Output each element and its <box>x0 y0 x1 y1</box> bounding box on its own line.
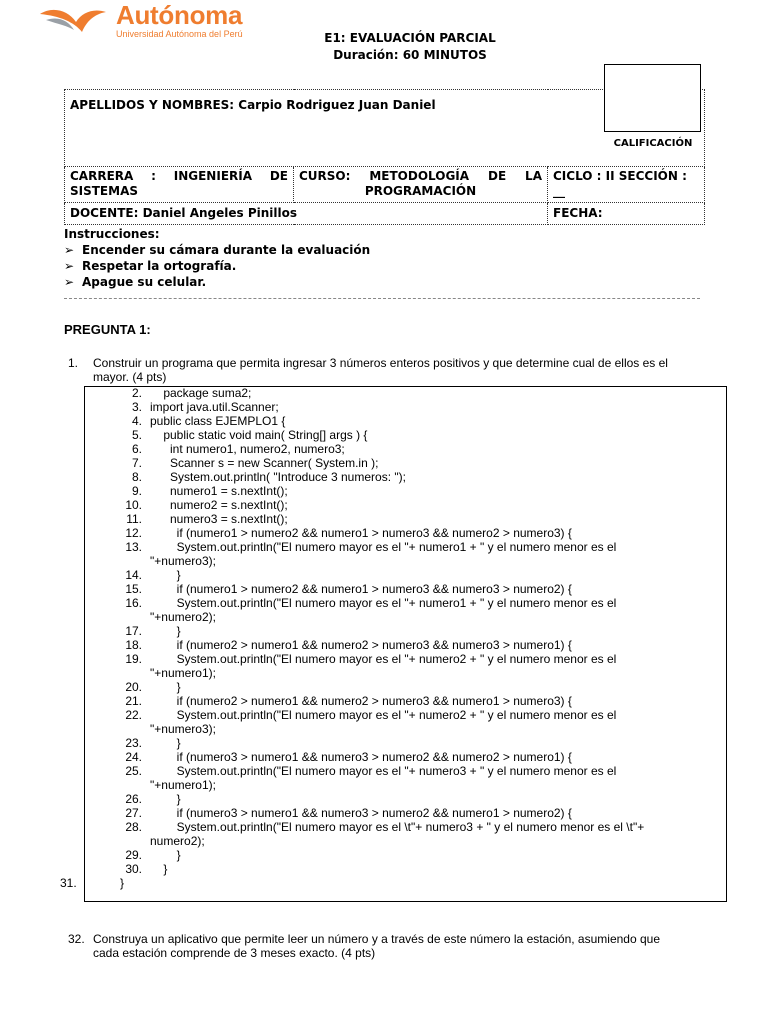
code-line-text: if (numero3 > numero1 && numero3 > numero2 && numero2 > numero1) { <box>150 750 572 764</box>
code-line-text: } <box>150 792 181 806</box>
code-line-text: "+numero3); <box>150 722 216 736</box>
code-line-number: 2. <box>131 386 142 400</box>
code-line-text: } <box>150 568 181 582</box>
code-line-number: 14. <box>125 568 142 582</box>
question-line1: Construya un aplicativo que permite leer un número y a través de este número la estación, asumiendo que <box>93 932 660 946</box>
logo-swoosh-icon <box>38 4 108 40</box>
code-line-number: 23. <box>125 736 142 750</box>
code-line-number: 29. <box>125 848 142 862</box>
date-label: FECHA: <box>553 206 603 220</box>
code-line-text: numero1 = s.nextInt(); <box>150 484 288 498</box>
grade-label: CALIFICACIÓN <box>613 138 693 149</box>
code-line-text: } <box>150 736 181 750</box>
date-cell <box>548 203 705 225</box>
code-line-number: 11. <box>126 512 142 526</box>
code-line-number: 12. <box>125 526 142 540</box>
code-line-number: 28. <box>125 820 142 834</box>
code-line-number: 19. <box>125 652 142 666</box>
code-line-number: 17. <box>125 624 142 638</box>
code-line-number: 30. <box>125 862 142 876</box>
code-line-number: 7. <box>131 456 142 470</box>
code-line-text: "+numero1); <box>150 778 216 792</box>
student-names: APELLIDOS Y NOMBRES: Carpio Rodriguez Juan Daniel <box>70 98 436 112</box>
code-line-number: 16. <box>125 596 142 610</box>
code-line-number: 5. <box>131 428 142 442</box>
arrow-bullet-icon: ➢ <box>64 259 75 273</box>
cycle-section: CICLO : II SECCIÓN : __ <box>553 169 687 198</box>
code-line-text: import java.util.Scanner; <box>150 400 279 414</box>
code-line-text: } <box>150 848 181 862</box>
instruction-item: ➢ Respetar la ortografía. <box>64 259 237 273</box>
instruction-item: ➢ Apague su celular. <box>64 275 207 289</box>
code-line-text: } <box>150 680 181 694</box>
logo-name: Autónoma <box>116 0 243 30</box>
logo-subtitle: Universidad Autónoma del Perú <box>116 29 243 39</box>
code-line-number: 9. <box>131 484 142 498</box>
code-line-text: } <box>150 624 181 638</box>
question-2 <box>0 932 768 962</box>
question-line2: cada estación comprende de 3 meses exacto. (4 pts) <box>93 946 376 960</box>
code-line-text: if (numero1 > numero2 && numero1 > numero3 && numero3 > numero2) { <box>150 582 572 596</box>
exam-duration: Duración: 60 MINUTOS <box>333 48 487 62</box>
code-line-text: if (numero2 > numero1 && numero2 > numero3 && numero1 > numero3) { <box>150 694 572 708</box>
code-line-number: 8. <box>131 470 142 484</box>
code-line-text: System.out.println("El numero mayor es el "+ numero2 + " y el numero menor es el <box>150 652 617 666</box>
career-line1: CARRERA : INGENIERÍA DE <box>70 169 288 183</box>
teacher-name: DOCENTE: Daniel Angeles Pinillos <box>70 206 298 220</box>
code-line-text: if (numero1 > numero2 && numero1 > numero3 && numero2 > numero3) { <box>150 526 572 540</box>
code-line-number: 6. <box>131 442 142 456</box>
cycle-cell <box>548 167 705 203</box>
names-cell <box>65 90 548 167</box>
question-1 <box>0 356 768 386</box>
question-number: 32. <box>68 932 85 946</box>
question-number: 1. <box>68 356 79 370</box>
code-line-number: 22. <box>125 708 142 722</box>
instruction-item: ➢ Encender su cámara durante la evaluación <box>64 243 371 257</box>
code-line-text: System.out.println("El numero mayor es el "+ numero2 + " y el numero menor es el <box>150 708 617 722</box>
code-line-text: numero3 = s.nextInt(); <box>150 512 288 526</box>
code-line-text: numero2 = s.nextInt(); <box>150 498 288 512</box>
instructions <box>64 226 370 290</box>
code-line-text: } <box>120 876 125 890</box>
code-line-number: 18. <box>125 638 142 652</box>
code-line-text: if (numero2 > numero1 && numero2 > numero3 && numero3 > numero1) { <box>150 638 572 652</box>
code-line-text: public static void main( String[] args ) { <box>150 428 368 442</box>
teacher-cell <box>65 203 548 225</box>
code-line-text: numero2); <box>150 834 205 848</box>
code-line-number: 27. <box>125 806 142 820</box>
exam-title: E1: EVALUACIÓN PARCIAL <box>324 31 496 45</box>
code-line-text: package suma2; <box>150 386 252 400</box>
arrow-bullet-icon: ➢ <box>64 275 75 289</box>
section-title: PREGUNTA 1: <box>64 322 151 337</box>
code-line-number: 21. <box>125 694 142 708</box>
code-line-text: System.out.println("El numero mayor es el "+ numero1 + " y el numero menor es el <box>150 540 617 554</box>
code-line-text: "+numero2); <box>150 610 216 624</box>
code-line-text: "+numero3); <box>150 554 216 568</box>
arrow-bullet-icon: ➢ <box>64 243 75 257</box>
question-line1: Construir un programa que permita ingresar 3 números enteros positivos y que determine cual de ellos es el <box>93 356 668 370</box>
code-line-number: 10. <box>125 498 142 512</box>
course-line1: CURSO: METODOLOGÍA DE LA <box>299 169 542 183</box>
code-line-number: 4. <box>131 414 142 428</box>
code-line-number: 31. <box>60 876 77 890</box>
course-cell <box>294 167 548 203</box>
code-line-text: Scanner s = new Scanner( System.in ); <box>150 456 379 470</box>
course-line2: PROGRAMACIÓN <box>364 184 477 198</box>
code-line-text: System.out.println( "Introduce 3 numeros: "); <box>150 470 406 484</box>
code-line-text: System.out.println("El numero mayor es el "+ numero1 + " y el numero menor es el <box>150 596 617 610</box>
question-line2: mayor. (4 pts) <box>93 370 167 384</box>
career-cell <box>65 167 294 203</box>
code-line-text: if (numero3 > numero1 && numero3 > numero2 && numero1 > numero2) { <box>150 806 572 820</box>
code-line-number: 15. <box>125 582 142 596</box>
code-line-text: int numero1, numero2, numero3; <box>150 442 345 456</box>
code-line-text: System.out.println("El numero mayor es el "+ numero3 + " y el numero menor es el <box>150 764 617 778</box>
university-logo <box>38 2 268 42</box>
instructions-title: Instrucciones: <box>64 227 160 241</box>
code-line-number: 3. <box>131 400 142 414</box>
code-line-number: 25. <box>125 764 142 778</box>
code-line-text: "+numero1); <box>150 666 216 680</box>
code-line-text: } <box>150 862 168 876</box>
code-line-text: public class EJEMPLO1 { <box>150 414 286 428</box>
separator-line <box>64 298 700 299</box>
code-line-number: 24. <box>125 750 142 764</box>
career-line2: SISTEMAS <box>70 184 139 198</box>
grade-box <box>604 64 701 132</box>
code-line-number: 26. <box>125 792 142 806</box>
code-listing <box>0 386 768 906</box>
code-line-number: 20. <box>125 680 142 694</box>
code-line-text: System.out.println("El numero mayor es el \t"+ numero3 + " y el numero menor es el \t"+ <box>150 820 645 834</box>
code-line-number: 13. <box>125 540 142 554</box>
